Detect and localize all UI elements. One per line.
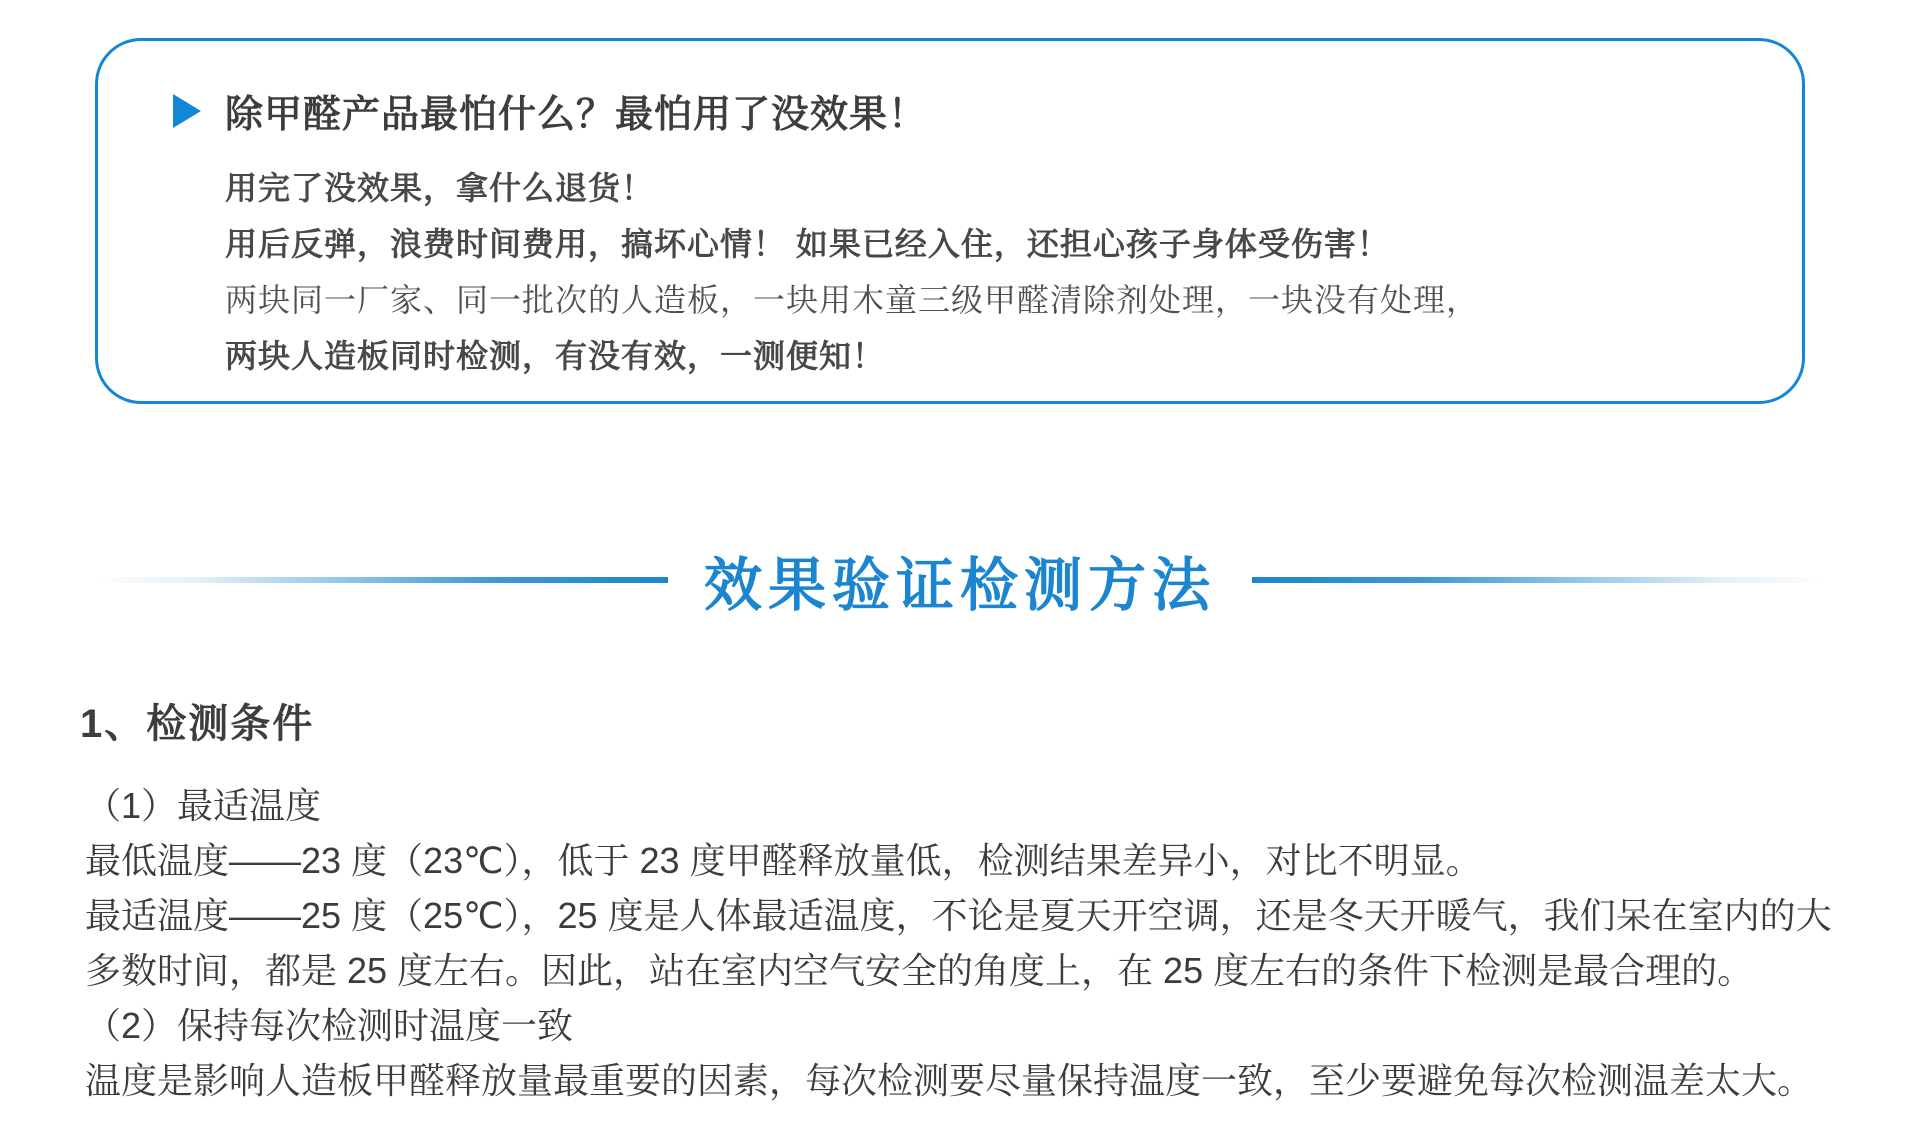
- play-arrow-icon: [173, 94, 201, 128]
- heading-rule-right: [1252, 577, 1827, 583]
- warning-box-line: 两块同一厂家、同一批次的人造板，一块用木童三级甲醛清除剂处理，一块没有处理，: [225, 282, 1480, 318]
- section-heading-title: 效果验证检测方法: [703, 553, 1216, 618]
- sub-heading-detection-conditions: 1、检测条件: [80, 702, 315, 746]
- warning-box-line: 用完了没效果，拿什么退货！: [225, 170, 655, 206]
- body-text: [85, 778, 1875, 1108]
- body-line: 多数时间，都是 25 度左右。因此，站在室内空气安全的角度上，在 25 度左右的条件下检测是最合理的。: [85, 950, 1754, 991]
- warning-box-title-row: [173, 83, 1732, 138]
- warning-box-line: 用后反弹，浪费时间费用，搞坏心情！ 如果已经入住，还担心孩子身体受伤害！: [225, 226, 1390, 262]
- section-heading: [0, 538, 1920, 622]
- body-line: 最低温度——23 度（23℃），低于 23 度甲醛释放量低，检测结果差异小，对比不明显。: [85, 840, 1482, 881]
- warning-box: [95, 38, 1805, 404]
- body-line: 温度是影响人造板甲醛释放量最重要的因素，每次检测要尽量保持温度一致，至少要避免每次检测温差太大。: [85, 1060, 1814, 1101]
- warning-box-title: 除甲醛产品最怕什么？最怕用了没效果！: [225, 94, 928, 136]
- body-line: （1）最适温度: [85, 785, 322, 826]
- heading-rule-left: [93, 577, 668, 583]
- body-line: 最适温度——25 度（25℃），25 度是人体最适温度，不论是夏天开空调，还是冬天开暖气，我们呆在室内的大: [85, 895, 1832, 936]
- warning-box-line: 两块人造板同时检测，有没有效，一测便知！: [225, 338, 886, 374]
- body-line: （2）保持每次检测时温度一致: [85, 1005, 574, 1046]
